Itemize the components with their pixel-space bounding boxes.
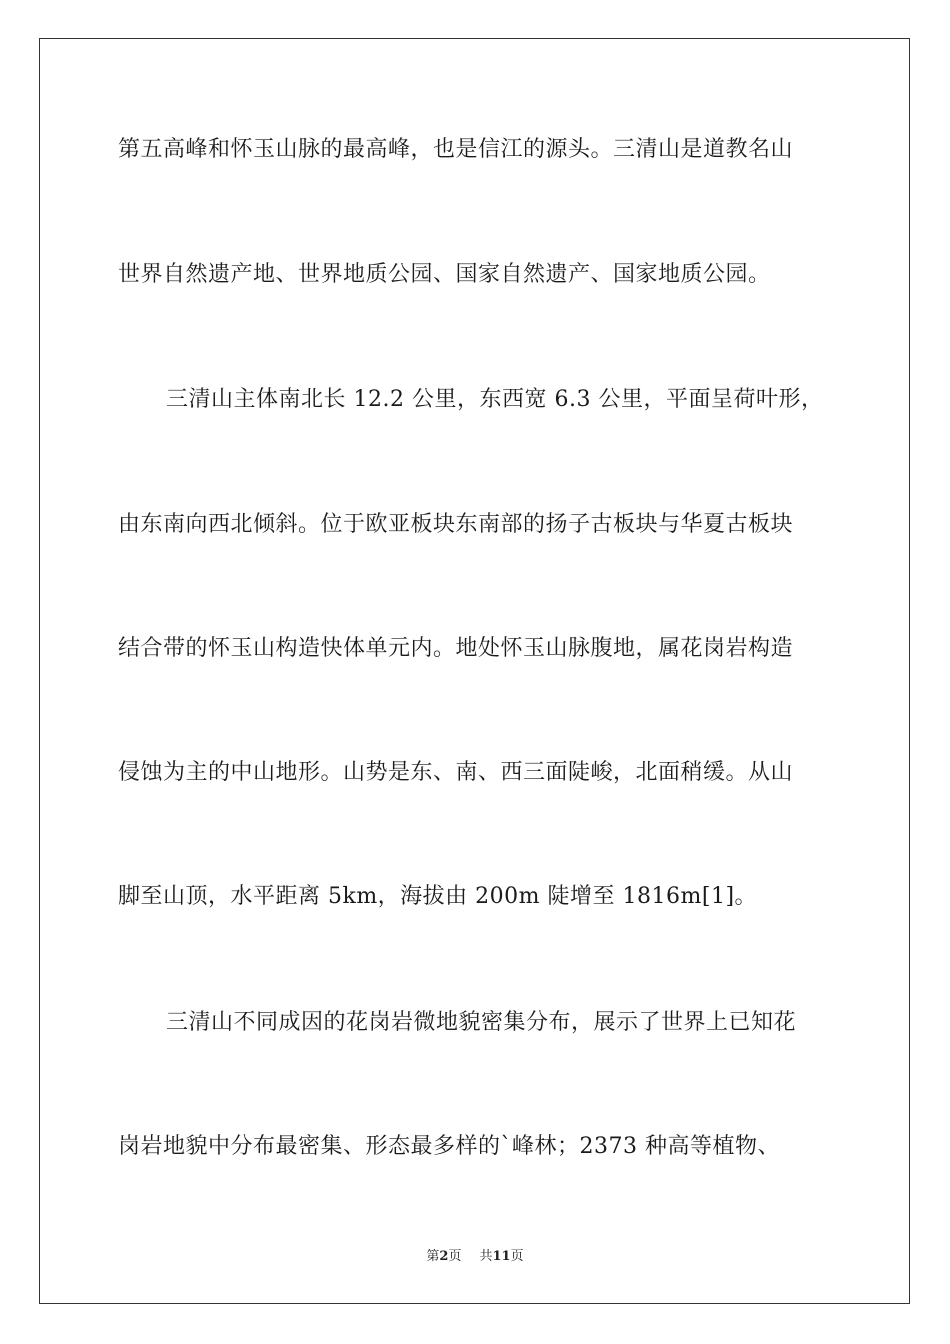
page-footer: [0, 1245, 950, 1264]
page-prefix: 第: [426, 1249, 440, 1264]
text-line-8-paragraph-start: 三清山不同成因的花岗岩微地貌密集分布，展示了世界上已知花: [166, 1010, 797, 1035]
text-line-3-paragraph-start: 三清山主体南北长 12.2 公里，东西宽 6.3 公里，平面呈荷叶形，: [166, 387, 824, 412]
text-line-6: 侵蚀为主的中山地形。山势是东、南、西三面陡峻，北面稍缓。从山: [118, 760, 794, 785]
page-number: 2: [439, 1249, 449, 1264]
text-line-9: 岗岩地貌中分布最密集、形态最多样的`峰林；2373 种高等植物、: [118, 1134, 780, 1159]
text-line-4: 由东南向西北倾斜。位于欧亚板块东南部的扬子古板块与华夏古板块: [118, 512, 794, 537]
text-line-1: 第五高峰和怀玉山脉的最高峰，也是信江的源头。三清山是道教名山: [118, 137, 794, 162]
total-suffix: 页: [510, 1249, 524, 1264]
total-prefix: 共: [479, 1249, 493, 1264]
total-pages: 11: [492, 1249, 511, 1264]
text-line-7: 脚至山顶，水平距离 5km，海拔由 200m 陡增至 1816m[1]。: [118, 884, 758, 909]
text-line-2: 世界自然遗产地、世界地质公园、国家自然遗产、国家地质公园。: [118, 262, 771, 287]
page-suffix: 页: [448, 1249, 462, 1264]
page-border: [39, 38, 910, 1304]
text-line-5: 结合带的怀玉山构造快体单元内。地处怀玉山脉腹地，属花岗岩构造: [118, 636, 794, 661]
